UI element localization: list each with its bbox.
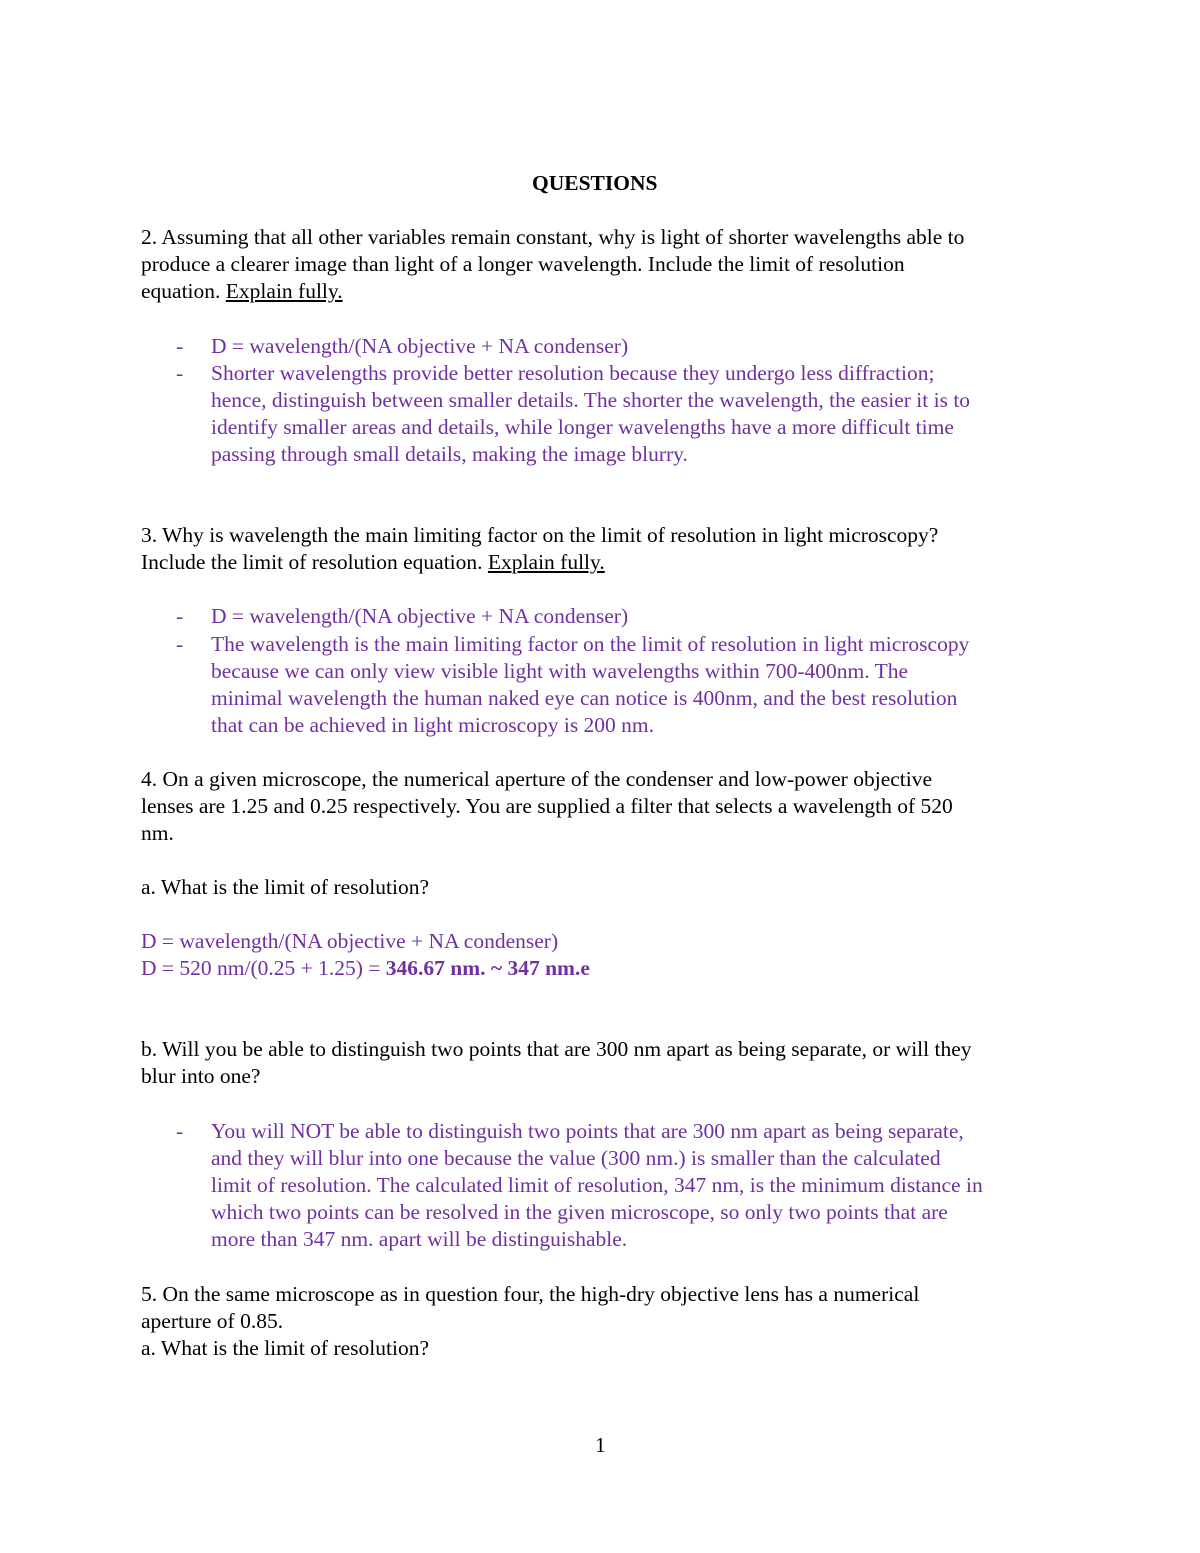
q4a-formula: D = wavelength/(NA objective + NA condenser) bbox=[141, 929, 559, 953]
q2-answer-line-2: hence, distinguish between smaller details. The shorter the wavelength, the easier it is to bbox=[211, 388, 971, 412]
q3-answer-line-3: minimal wavelength the human naked eye can notice is 400nm, and the best resolution bbox=[211, 686, 958, 710]
page-number: 1 bbox=[595, 1433, 606, 1457]
q4-line-2: lenses are 1.25 and 0.25 respectively. You are supplied a filter that selects a wavelength of 520 bbox=[141, 794, 953, 818]
q2-line-1: 2. Assuming that all other variables remain constant, why is light of shorter wavelengths able to bbox=[141, 225, 965, 249]
q4-line-3: nm. bbox=[141, 821, 174, 845]
q3-line-2 bbox=[141, 549, 605, 576]
q2-answer-line-1: Shorter wavelengths provide better resolution because they undergo less diffraction; bbox=[211, 361, 935, 385]
q2-explain-fully: Explain fully. bbox=[225, 279, 343, 303]
q4b-question-line-2: blur into one? bbox=[141, 1064, 261, 1088]
q5-line-2: aperture of 0.85. bbox=[141, 1309, 284, 1333]
q2-answer-formula: D = wavelength/(NA objective + NA condenser) bbox=[211, 334, 629, 358]
q3-line-1: 3. Why is wavelength the main limiting factor on the limit of resolution in light microscopy? bbox=[141, 523, 939, 547]
q4b-question-line-1: b. Will you be able to distinguish two points that are 300 nm apart as being separate, or will they bbox=[141, 1037, 972, 1061]
q4b-answer-line-4: which two points can be resolved in the given microscope, so only two points that are bbox=[211, 1200, 948, 1224]
q3-answer-line-2: because we can only view visible light with wavelengths within 700-400nm. The bbox=[211, 659, 909, 683]
bullet-dash: - bbox=[176, 334, 184, 358]
q3-answer-line-1: The wavelength is the main limiting factor on the limit of resolution in light microscopy bbox=[211, 632, 970, 656]
q4a-calculation bbox=[141, 955, 590, 982]
q3-line-2-text: Include the limit of resolution equation. bbox=[141, 550, 488, 574]
page-title: QUESTIONS bbox=[532, 171, 658, 195]
bullet-dash: - bbox=[176, 632, 184, 656]
q3-answer-formula: D = wavelength/(NA objective + NA condenser) bbox=[211, 604, 629, 628]
q2-answer-line-3: identify smaller areas and details, while longer wavelengths have a more difficult time bbox=[211, 415, 954, 439]
q2-answer-line-4: passing through small details, making the image blurry. bbox=[211, 442, 688, 466]
q4a-question: a. What is the limit of resolution? bbox=[141, 875, 430, 899]
q4b-answer-line-1: You will NOT be able to distinguish two points that are 300 nm apart as being separate, bbox=[211, 1119, 964, 1143]
q2-line-2: produce a clearer image than light of a longer wavelength. Include the limit of resolution bbox=[141, 252, 905, 276]
q4a-result: 346.67 nm. ~ 347 nm.e bbox=[385, 956, 590, 980]
q4b-answer-line-3: limit of resolution. The calculated limit of resolution, 347 nm, is the minimum distance in bbox=[211, 1173, 983, 1197]
q5a-question: a. What is the limit of resolution? bbox=[141, 1336, 430, 1360]
bullet-dash: - bbox=[176, 604, 184, 628]
q2-line-3 bbox=[141, 278, 343, 305]
q4b-answer-line-5: more than 347 nm. apart will be distinguishable. bbox=[211, 1227, 628, 1251]
bullet-dash: - bbox=[176, 1119, 184, 1143]
q4-line-1: 4. On a given microscope, the numerical aperture of the condenser and low-power objective bbox=[141, 767, 933, 791]
q3-explain-fully: Explain fully. bbox=[487, 550, 605, 574]
q2-line-3-text: equation. bbox=[141, 279, 226, 303]
q3-answer-line-4: that can be achieved in light microscopy is 200 nm. bbox=[211, 713, 655, 737]
q4a-calculation-text: D = 520 nm/(0.25 + 1.25) = bbox=[141, 956, 386, 980]
q5-line-1: 5. On the same microscope as in question four, the high-dry objective lens has a numerical bbox=[141, 1282, 920, 1306]
q4b-answer-line-2: and they will blur into one because the value (300 nm.) is smaller than the calculated bbox=[211, 1146, 941, 1170]
bullet-dash: - bbox=[176, 361, 184, 385]
